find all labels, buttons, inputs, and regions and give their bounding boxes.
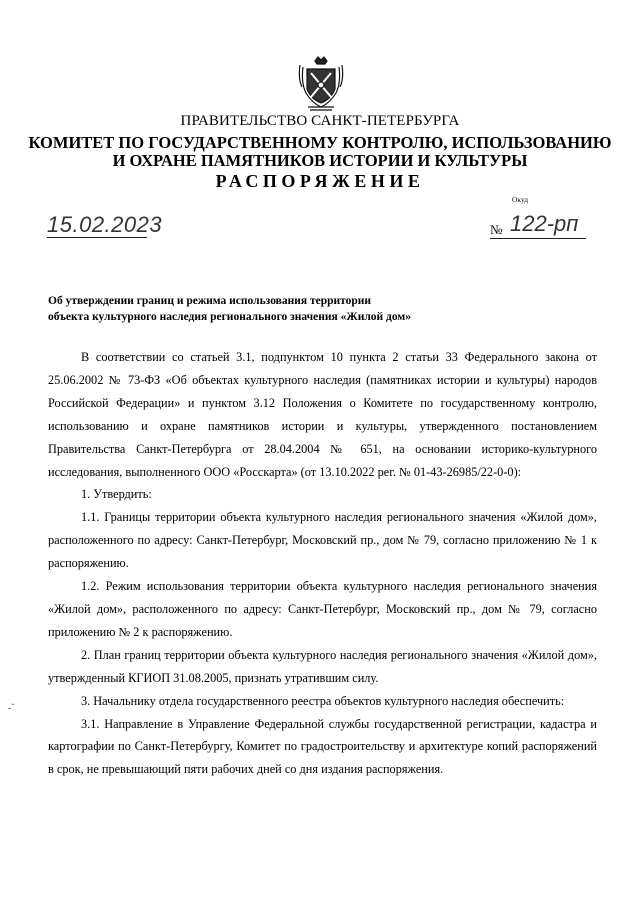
paragraph-3-1: 3.1. Направление в Управление Федеральной службы государственной регистрации, кадастра и картографии по Санкт-Петербургу, Комитет по градостроительству и архитектуре копий распоряжений в срок, не превышающий пяти рабочих дней со дня издания распоряжения. bbox=[48, 716, 597, 777]
margin-mark: -ˇ bbox=[8, 703, 15, 714]
government-title: ПРАВИТЕЛЬСТВО САНКТ-ПЕТЕРБУРГА bbox=[180, 113, 460, 129]
committee-title-line1: КОМИТЕТ ПО ГОСУДАРСТВЕННОМУ КОНТРОЛЮ, ИСПОЛЬЗОВАНИЮ bbox=[28, 133, 612, 152]
committee-title-line2: И ОХРАНЕ ПАМЯТНИКОВ ИСТОРИИ И КУЛЬТУРЫ bbox=[112, 151, 528, 170]
document-subject bbox=[48, 294, 411, 325]
paragraph-2: 2. План границ территории объекта культурного наследия регионального значения «Жилой дом», утвержденный КГИОП 31.08.2005, признать утратившим силу. bbox=[48, 647, 597, 685]
subject-line-1: Об утверждении границ и режима использования территории bbox=[48, 295, 372, 307]
document-type: РАСПОРЯЖЕНИЕ bbox=[215, 171, 425, 191]
paragraph-3: 3. Начальнику отдела государственного реестра объектов культурного наследия обеспечить: bbox=[81, 693, 565, 708]
number-value: 122-рп bbox=[510, 211, 579, 236]
paragraph-1: 1. Утвердить: bbox=[81, 487, 152, 502]
paragraph-1-2: 1.2. Режим использования территории объекта культурного наследия регионального значения «Жилой дом», расположенного по адресу: Санкт-Петербург, Московский пр., дом № 79, согласно приложению № 2 к распоряжению. bbox=[48, 579, 597, 639]
document-number bbox=[490, 213, 586, 239]
document-date: 15.02.2023 bbox=[47, 212, 163, 237]
okud-label: Окуд bbox=[512, 195, 529, 204]
paragraph-preamble: В соответствии со статьей 3.1, подпунктом 10 пункта 2 статьи 33 Федерального закона от 25.06.2002 № 73-ФЗ «Об объектах культурного наследия (памятниках истории и культуры) народов Российской Федерации» и пунктом 3.12 Положения о Комитете по государственному контролю, использованию и охране памятников истории и культуры, утвержденного постановлением Правительства Санкт-Петербурга от 28.04.2004 № 651, на основании историко-культурного исследования, выполненного ООО «Росскарта» (от 13.10.2022 рег. № 01-43-26985/22-0-0): bbox=[48, 350, 597, 479]
document-body bbox=[48, 346, 597, 781]
number-label: № bbox=[490, 222, 503, 237]
subject-line-2: объекта культурного наследия регионального значения «Жилой дом» bbox=[48, 310, 411, 323]
coat-of-arms-icon bbox=[298, 55, 344, 111]
paragraph-1-1: 1.1. Границы территории объекта культурного наследия регионального значения «Жилой дом», расположенного по адресу: Санкт-Петербург, Московский пр., дом № 79, согласно приложению № 1 к распоряжению. bbox=[48, 510, 597, 571]
